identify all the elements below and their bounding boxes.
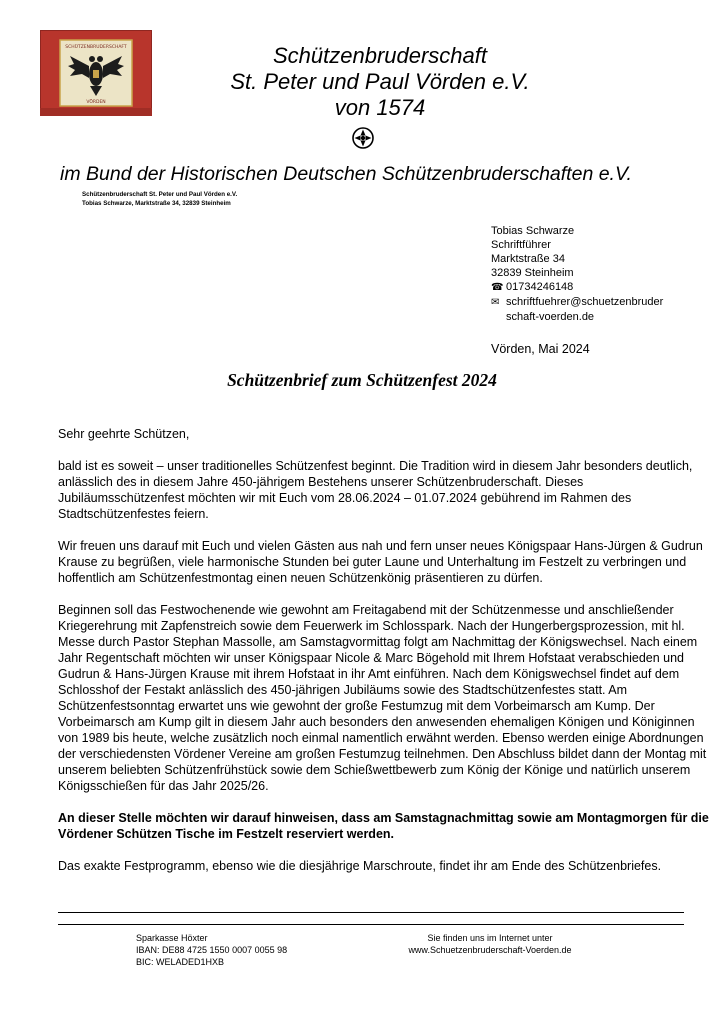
organization-subtitle: St. Peter und Paul Vörden e.V. [230, 69, 530, 94]
letter-date: Vörden, Mai 2024 [491, 342, 590, 356]
letter-subject: Schützenbrief zum Schützenfest 2024 [227, 370, 497, 390]
phone-icon: ☎ [491, 282, 504, 293]
web-details [400, 932, 580, 956]
body-paragraph-3: Beginnen soll das Festwochenende wie gewohnt am Freitagabend mit der Schützenmesse und anschließender Kriegerehrung mit Zapfenstreich sowie dem Feuerwerk im Schlosspark. Nach der Hungerbergsprozession, mit hl. Messe durch Pastor Stephan Massolle, am Samstagvormittag folgt am Nachmittag der Königswechsel. Nach einem Jahr Regentschaft möchten wir unser Königspaar Nicole & Marc Bögehold mit Ihrem Hofstaat verabschieden und Gudrun & Hans-Jürgen Krause mit ihrem Hofstaat in ihr Amt einführen. Nach dem Königswechsel findet auf dem Schlosshof der Festakt anlässlich des 450-jährigen Jubiläums sowie des Stadtschützenfestes statt. Am Schützenfestsonntag erwartet uns wie gewohnt der große Festumzug mit dem Vorbeimarsch am Kump. Der Vorbeimarsch am Kump gilt in diesem Jahr auch besonders den anwesenden ehemaligen Königen und Königinnen von 1989 bis heute, welche zusätzlich noch einmal namentlich erwähnt werden. Ebenso werden einige Abordnungen der verschiedensten Vördener Vereine am großen Festumzug teilnehmen. Den Abschluss bildet dann der Montag mit unserem beliebten Schützenfrühstück sowie dem Schießwettbewerb zum König der Könige und natürlich unserem Königsschießen für das Jahr 2025/26. [58, 603, 707, 793]
cross-emblem-icon [352, 127, 374, 149]
founding-year: von 1574 [334, 95, 426, 120]
contact-role: Schriftführer [491, 239, 551, 251]
bank-bic: BIC: WELADED1HXB [136, 957, 225, 967]
web-label: Sie finden uns im Internet unter [427, 933, 553, 943]
greeting: Sehr geehrte Schützen, [58, 427, 190, 441]
sender-address-line: Tobias Schwarze, Marktstraße 34, 32839 Steinheim [82, 200, 231, 207]
svg-text:SCHÜTZENBRUDERSCHAFT: SCHÜTZENBRUDERSCHAFT [65, 45, 127, 50]
contact-phone: 01734246148 [506, 281, 574, 293]
body-notice-bold: An dieser Stelle möchten wir darauf hinweisen, dass am Samstagnachmittag sowie am Montagmorgen für die Vördener Schützen Tische im Festzelt reserviert werden. [58, 811, 709, 841]
web-url-link[interactable]: www.Schuetzenbruderschaft-Voerden.de [408, 945, 572, 955]
organization-name: Schützenbruderschaft [272, 43, 488, 68]
bank-name: Sparkasse Höxter [136, 933, 208, 943]
body-paragraph-1: bald ist es soweit – unser traditionelles Schützenfest beginnt. Die Tradition wird in diesem Jahr besonders deutlich, anlässlich des in diesem Jahre 450-jährigem Bestehens unserer Schützenbruderschaft. Dieses Jubiläumsschützenfest möchten wir mit Euch vom 28.06.2024 – 01.07.2024 gebührend im Rahmen des Stadtschützenfestes feiern. [58, 459, 693, 521]
contact-address-block [491, 224, 663, 324]
letter-body [58, 426, 710, 890]
contact-city: 32839 Steinheim [491, 267, 574, 279]
bank-details [136, 932, 287, 968]
footer-divider-top [58, 912, 684, 913]
body-paragraph-5: Das exakte Festprogramm, ebenso wie die diesjährige Marschroute, findet ihr am Ende des Schützenbriefes. [58, 859, 662, 873]
federation-line: im Bund der Historischen Deutschen Schützenbruderschaften e.V. [60, 163, 632, 185]
bank-iban: IBAN: DE88 4725 1550 0007 0055 98 [136, 945, 288, 955]
contact-street: Marktstraße 34 [491, 253, 565, 265]
footer-divider-bottom [58, 924, 684, 925]
contact-name: Tobias Schwarze [491, 225, 575, 237]
body-paragraph-2: Wir freuen uns darauf mit Euch und vielen Gästen aus nah und fern unser neues Königspaar Hans-Jürgen & Gudrun Krause zu begrüßen, viele harmonische Stunden bei guter Laune und Unterhaltung im Festzelt zu verbringen und hoffentlich am Schützenfestmontag einen neuen Schützenkönig präsentieren zu dürfen. [58, 539, 703, 585]
contact-email-row [491, 295, 663, 310]
brotherhood-banner-image [40, 30, 152, 116]
contact-email[interactable]: schriftfuehrer@schuetzenbruder [506, 296, 664, 308]
sender-line: Schützenbruderschaft St. Peter und Paul Vörden e.V. [82, 191, 238, 198]
svg-text:VÖRDEN: VÖRDEN [86, 100, 106, 105]
contact-phone-row [491, 280, 663, 295]
contact-email-continued[interactable]: schaft-voerden.de [506, 311, 595, 323]
envelope-icon: ✉ [491, 297, 500, 308]
